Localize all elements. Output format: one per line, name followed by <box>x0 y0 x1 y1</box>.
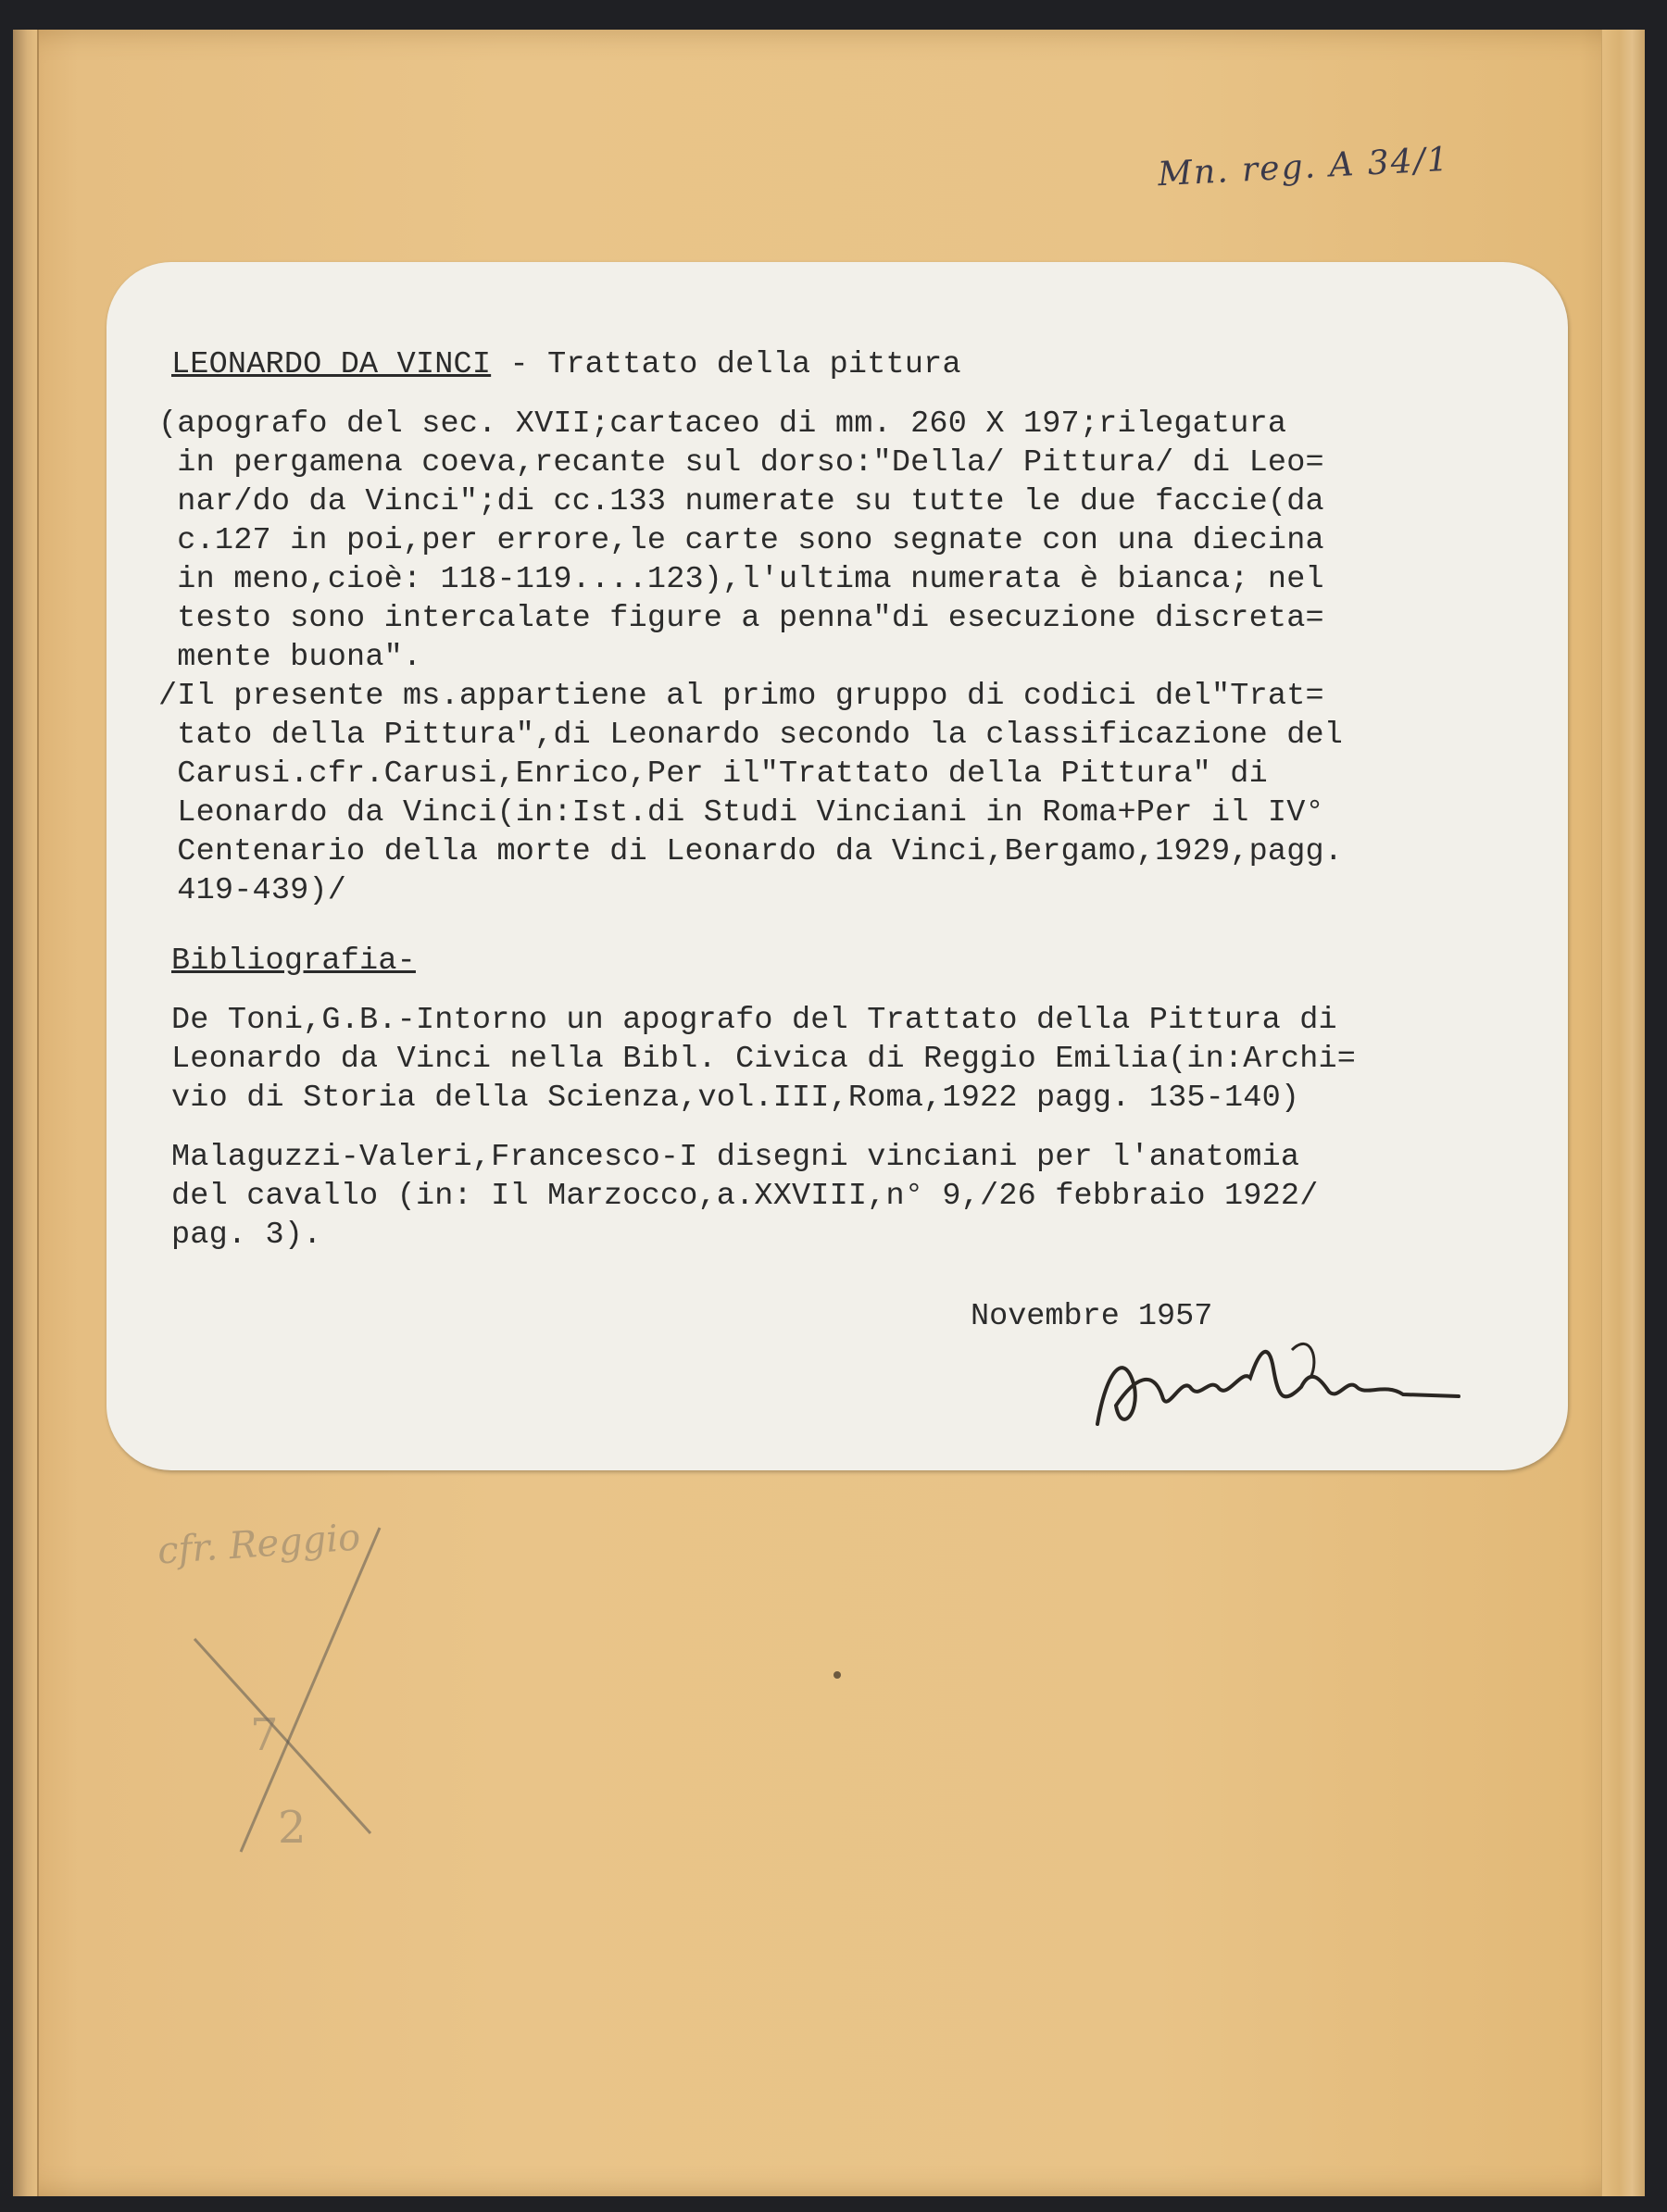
bibliography-entry-line: Malaguzzi-Valeri,Francesco-I disegni vinciani per l'anatomia <box>171 1140 1300 1175</box>
title-separator: - <box>491 347 548 382</box>
desc-line: mente buona". <box>158 640 422 675</box>
note-line: /Il presente ms.appartiene al primo gruppo di codici del"Trat= <box>158 679 1324 714</box>
desc-line: nar/do da Vinci";di cc.133 numerate su tutte le due faccie(da <box>158 484 1324 519</box>
desc-line: (apografo del sec. XVII;cartaceo di mm. 260 X 197;rilegatura <box>158 406 1287 442</box>
card-date: Novembre 1957 <box>971 1299 1213 1334</box>
binding-gutter <box>13 30 39 2196</box>
title-work: Trattato della pittura <box>547 347 961 382</box>
svg-text:2: 2 <box>278 1802 307 1854</box>
bibliography-entry-line: Leonardo da Vinci nella Bibl. Civica di Reggio Emilia(in:Archi= <box>171 1042 1357 1077</box>
note-line: tato della Pittura",di Leonardo secondo la classificazione del <box>158 718 1344 753</box>
desc-line: testo sono intercalate figure a penna"di esecuzione discreta= <box>158 601 1324 636</box>
card-title <box>171 345 1531 384</box>
desc-line: in pergamena coeva,recante sul dorso:"Della/ Pittura/ di Leo= <box>158 445 1324 481</box>
bibliography-entry-line: vio di Storia della Scienza,vol.III,Roma,1922 pagg. 135-140) <box>171 1081 1300 1116</box>
pencil-annotation: cfr. Reggio <box>156 1516 362 1573</box>
note-line: Carusi.cfr.Carusi,Enrico,Per il"Trattato della Pittura" di <box>158 756 1268 792</box>
bibliography-entry-line: del cavallo (in: Il Marzocco,a.XXVIII,n° 9,/26 febbraio 1922/ <box>171 1179 1319 1214</box>
paper-speck <box>834 1671 841 1679</box>
bibliography-heading: Bibliografia- <box>171 944 416 979</box>
desc-line: c.127 in poi,per errore,le carte sono segnate con una diecina <box>158 523 1324 558</box>
note-line: Leonardo da Vinci(in:Ist.di Studi Vinciani in Roma+Per il IV° <box>158 795 1324 831</box>
bibliography-entry-line: De Toni,G.B.-Intorno un apografo del Trattato della Pittura di <box>171 1003 1337 1038</box>
catalog-card <box>107 262 1568 1470</box>
title-author: LEONARDO DA VINCI <box>171 347 492 382</box>
bibliography-entry-line: pag. 3). <box>171 1218 322 1253</box>
handwritten-signature <box>1079 1313 1468 1452</box>
note-line: Centenario della morte di Leonardo da Vinci,Bergamo,1929,pagg. <box>158 834 1344 869</box>
note-line: 419-439)/ <box>158 873 347 908</box>
svg-text:7: 7 <box>250 1709 279 1761</box>
desc-line: in meno,cioè: 118-119....123),l'ultima numerata è bianca; nel <box>158 562 1324 597</box>
pencil-cross-mark <box>139 1491 491 1880</box>
card-body <box>158 345 1531 1255</box>
shelfmark-annotation: Mn. reg. A 34/1 <box>1157 140 1451 194</box>
page-edges <box>1601 30 1645 2196</box>
